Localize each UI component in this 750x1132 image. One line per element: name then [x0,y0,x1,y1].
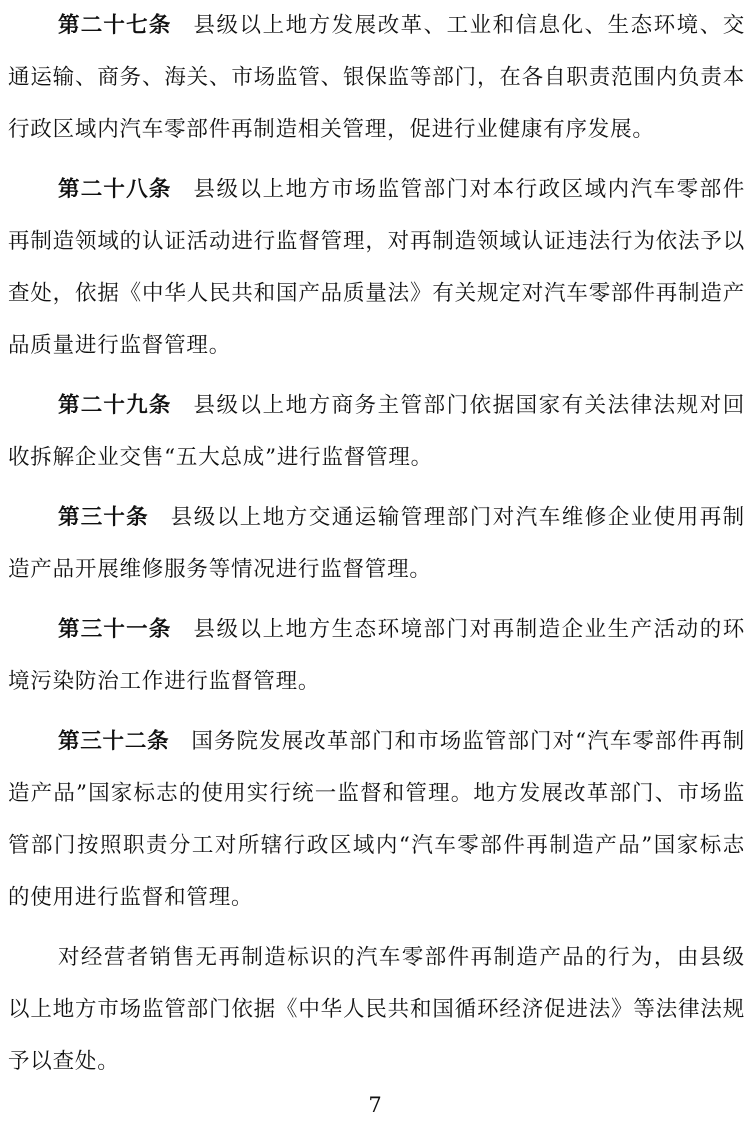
article-30 [8,492,745,596]
article-text: 县级以上地方生态环境部门对再制造企业生产活动的环境污染防治工作进行监督管理。 [8,617,745,694]
article-32 [8,716,745,924]
article-text: 县级以上地方市场监管部门对本行政区域内汽车零部件再制造领域的认证活动进行监督管理，对再制造领域认证违法行为依法予以查处，依据《中华人民共和国产品质量法》有关规定对汽车零部件再制造产品质量进行监督管理。 [8,177,745,358]
article-31 [8,604,745,708]
document-body [8,0,745,1096]
article-text: 县级以上地方商务主管部门依据国家有关法律法规对回收拆解企业交售“五大总成”进行监督管理。 [8,393,745,470]
article-27 [8,0,745,156]
article-number: 第二十八条 [58,177,172,202]
article-28 [8,164,745,372]
article-number: 第二十九条 [58,393,172,418]
article-number: 第三十一条 [58,617,172,642]
page-number: 7 [368,1093,382,1117]
article-number: 第三十条 [58,505,149,530]
article-number: 第二十七条 [58,13,172,38]
article-text: 县级以上地方发展改革、工业和信息化、生态环境、交通运输、商务、海关、市场监管、银保监等部门，在各自职责范围内负责本行政区域内汽车零部件再制造相关管理，促进行业健康有序发展。 [8,13,745,142]
article-text: 国务院发展改革部门和市场监管部门对“汽车零部件再制造产品”国家标志的使用实行统一监督和管理。地方发展改革部门、市场监管部门按照职责分工对所辖行政区域内“汽车零部件再制造产品”国家标志的使用进行监督和管理。 [8,729,745,910]
article-number: 第三十二条 [58,729,170,754]
closing-paragraph: 对经营者销售无再制造标识的汽车零部件再制造产品的行为，由县级以上地方市场监管部门依据《中华人民共和国循环经济促进法》等法律法规予以查处。 [8,945,745,1074]
article-29 [8,380,745,484]
article-text: 县级以上地方交通运输管理部门对汽车维修企业使用再制造产品开展维修服务等情况进行监督管理。 [8,505,745,582]
